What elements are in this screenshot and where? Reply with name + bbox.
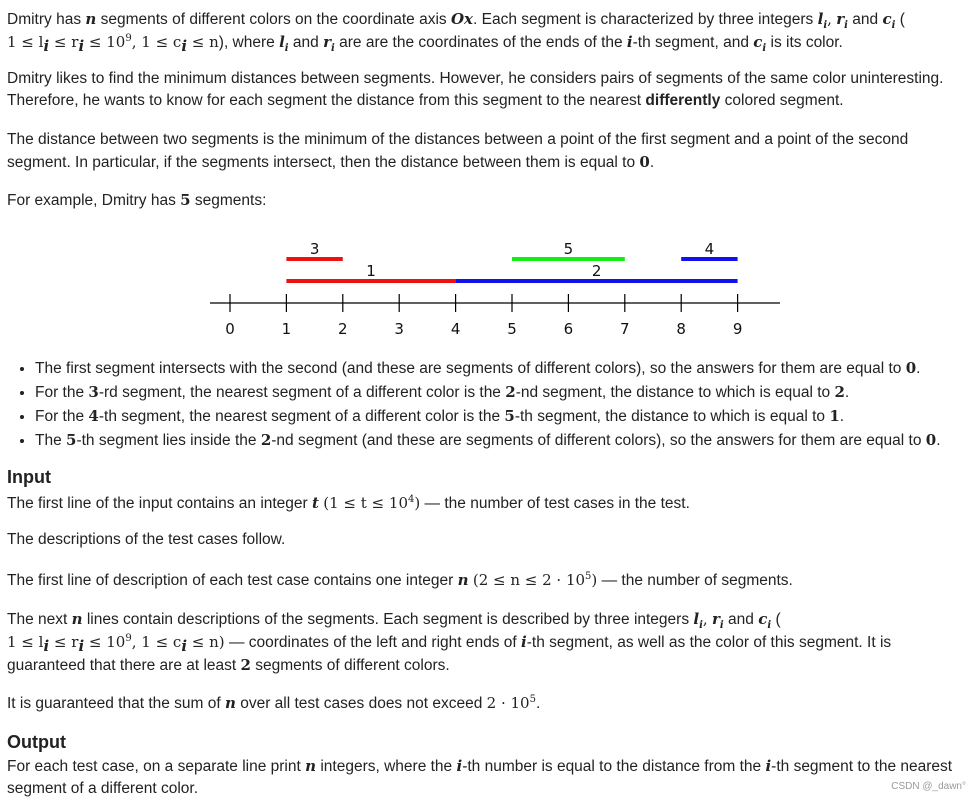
segments-layer [286, 240, 737, 281]
segment-label-3: 3 [309, 240, 320, 258]
text: segments of different colors on the coordinate axis [96, 11, 451, 28]
text: The distance between two segments is the minimum of the distances between a point of the first segment and a point of the second segment. In particular, if the segments intersect, then the distance between them is equal to [7, 131, 909, 171]
paragraph-output: For each test case, on a separate line print n integers, where the i-th number is equal to the distance from the i-th segment to the nearest segment of a different color. [7, 757, 953, 797]
math-t-bound: $(1 \le t \le 10^4)$ [323, 494, 421, 512]
math-ci: $c_i$ [882, 10, 896, 31]
text: For example, Dmitry has [7, 192, 181, 209]
text: ( [895, 11, 905, 28]
text: are are the coordinates of the ends of the [334, 34, 627, 51]
segment-label-1: 1 [366, 262, 376, 280]
paragraph-intro [7, 8, 973, 54]
math-range: $1 \le l_i \le r_i \le 10^9$, $1 \le c_i \le n$) [7, 633, 225, 655]
segment-label-2: 2 [591, 262, 602, 280]
axis-tick-label: 9 [732, 320, 743, 338]
paragraph-n: The first line of description of each test case contains one integer n $(2 \le n \le 2 \cdot 10^5)$ — the number of segments. [7, 571, 793, 589]
math-sum-bound: $2 \cdot 10^5$ [486, 694, 536, 712]
list-item: • For the 3-rd segment, the nearest segment of a different color is the 2-nd segment, the distance to which is equal to 2. [35, 381, 941, 404]
paragraph-distance [7, 129, 973, 174]
watermark: CSDN @_dawn° [891, 781, 966, 792]
text: is its color. [766, 34, 843, 51]
example-explanations [7, 357, 941, 453]
list-item: • For the 4-th segment, the nearest segment of a different color is the 5-th segment, the distance to which is equal to 1. [35, 405, 941, 428]
math-li: $l_i$ [817, 10, 828, 31]
axis-tick-label: 5 [507, 320, 517, 338]
axis-tick-label: 1 [281, 320, 292, 338]
paragraph-goal [7, 68, 973, 112]
segment-label-5: 5 [563, 240, 574, 258]
text: and [288, 34, 324, 51]
segment-label-4: 4 [704, 240, 715, 258]
math-ri: $r_i$ [323, 33, 335, 54]
text: Dmitry likes to find the minimum distances between segments. However, he considers pairs of segments of the same color uninteresting. Therefore, he wants to know for each segment the distance from this segment to the nearest [7, 70, 944, 109]
emphasis: differently [645, 92, 721, 109]
list-item: • The first segment intersects with the second (and these are segments of different colors), so the answers for them are equal to 0. [35, 357, 941, 380]
math-zero: 0 [639, 153, 650, 171]
axis-tick-label: 6 [563, 320, 574, 338]
text: and [847, 11, 883, 28]
paragraph-sum: It is guaranteed that the sum of n over all test cases does not exceed $2 \cdot 10^5$. [7, 694, 541, 712]
text: ), where [218, 34, 280, 51]
text: colored segment. [720, 92, 844, 109]
math-ox: Ox [450, 10, 473, 28]
ticks-layer [225, 294, 742, 338]
input-heading: Input [7, 467, 51, 487]
math-ci: $c_i$ [753, 33, 767, 54]
axis-tick-label: 4 [450, 320, 461, 338]
math-ri: $r_i$ [836, 10, 848, 31]
axis-tick-label: 2 [338, 320, 348, 338]
segments-figure [202, 228, 792, 348]
axis-tick-label: 0 [225, 320, 235, 338]
math-n-bound: $(2 \le n \le 2 \cdot 10^5)$ [472, 571, 598, 589]
math-li: $l_i$ [279, 33, 289, 54]
text: . [649, 154, 655, 171]
paragraph-t: The first line of the input contains an integer t $(1 \le t \le 10^4)$ — the number of test cases in the test. [7, 494, 690, 512]
paragraph-segments: The next n lines contain descriptions of the segments. Each segment is described by three integers $l_i$, $r_i$ and $c_i$ ( $1 \le l_i \le r_i \le 10^9$, $1 \le c_i \le n$) — coordinates of the left and right ends of i-th segment, as well as the color of this segment. It is guaranteed that there are at least 2 segments of different colors. [7, 610, 892, 674]
paragraph-desc: The descriptions of the test cases follow. [7, 531, 286, 548]
text: , [827, 10, 832, 28]
math-i: i [626, 33, 633, 51]
text: Dmitry has [7, 11, 86, 28]
math-range: $1 \le l_i \le r_i \le 10^9$, $1 \le c_i \le n$ [7, 33, 219, 55]
text: . Each segment is characterized by three integers [473, 11, 818, 28]
paragraph-example [7, 189, 973, 212]
axis-tick-label: 7 [620, 320, 630, 338]
text: segments: [190, 192, 267, 209]
math-five: 5 [180, 191, 191, 209]
axis-tick-label: 3 [394, 320, 404, 338]
output-heading: Output [7, 732, 66, 752]
list-item: • The 5-th segment lies inside the 2-nd segment (and these are segments of different colors), so the answers for them are equal to 0. [35, 429, 941, 452]
axis-tick-label: 8 [676, 320, 686, 338]
math-n: n [85, 10, 97, 28]
text: -th segment, and [632, 34, 754, 51]
